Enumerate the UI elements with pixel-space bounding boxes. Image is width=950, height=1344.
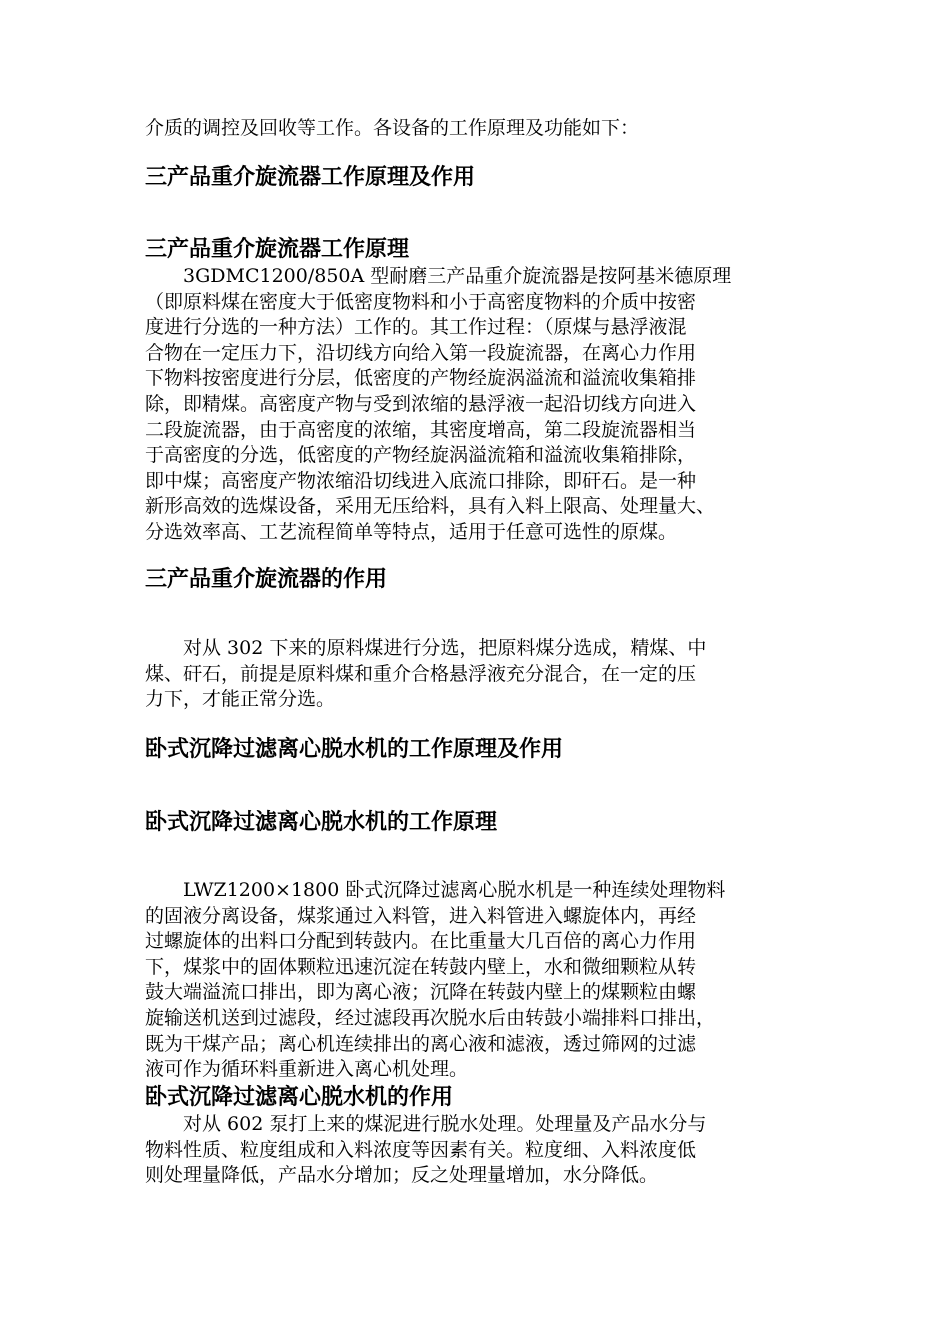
section1-principle-paragraph [145, 264, 825, 546]
paragraph-line: （即原料煤在密度大于低密度物料和小于高密度物料的介质中按密 [145, 290, 697, 313]
section2-heading: 卧式沉降过滤离心脱水机的工作原理及作用 [145, 737, 564, 762]
paragraph-line: LWZ1200×1800 卧式沉降过滤离心脱水机是一种连续处理物料 [145, 879, 726, 901]
paragraph-line: 度进行分选的一种方法）工作的。其工作过程：（原煤与悬浮液混 [145, 316, 687, 339]
paragraph-line: 于高密度的分选，低密度的产物经旋涡溢流箱和溢流收集箱排除， [145, 444, 697, 467]
paragraph-line: 煤、矸石，前提是原料煤和重介合格悬浮液充分混合，在一定的压 [145, 662, 697, 685]
paragraph-line: 新形高效的选煤设备，采用无压给料，具有入料上限高、处理量大、 [145, 495, 716, 518]
paragraph-line: 下，煤浆中的固体颗粒迅速沉淀在转鼓内壁上，水和微细颗粒从转 [145, 955, 697, 978]
section1-heading: 三产品重介旋流器工作原理及作用 [145, 165, 476, 190]
paragraph-line: 对从 602 泵打上来的煤泥进行脱水处理。处理量及产品水分与 [145, 1113, 707, 1135]
section2-function-heading: 卧式沉降过滤离心脱水机的作用 [145, 1085, 454, 1110]
section2-function-paragraph [145, 1112, 825, 1189]
section1-principle-heading: 三产品重介旋流器工作原理 [145, 237, 410, 262]
paragraph-line: 物料性质、粒度组成和入料浓度等因素有关。粒度细、入料浓度低 [145, 1138, 697, 1161]
paragraph-line: 合物在一定压力下，沿切线方向给入第一段旋流器，在离心力作用 [145, 341, 697, 364]
paragraph-line: 鼓大端溢流口排出，即为离心液；沉降在转鼓内壁上的煤颗粒由螺 [145, 981, 697, 1004]
paragraph-line: 的固液分离设备，煤浆通过入料管，进入料管进入螺旋体内，再经 [145, 904, 697, 927]
section1-function-paragraph [145, 636, 825, 713]
intro-paragraph [145, 116, 825, 142]
paragraph-line: 过螺旋体的出料口分配到转鼓内。在比重量大几百倍的离心力作用 [145, 930, 697, 953]
section1-function-heading: 三产品重介旋流器的作用 [145, 567, 388, 592]
paragraph-line: 旋输送机送到过滤段，经过滤段再次脱水后由转鼓小端排料口排出， [145, 1006, 716, 1029]
paragraph-line: 除，即精煤。高密度产物与受到浓缩的悬浮液一起沿切线方向进入 [145, 392, 697, 415]
section2-principle-heading: 卧式沉降过滤离心脱水机的工作原理 [145, 809, 498, 835]
paragraph-line: 二段旋流器，由于高密度的浓缩，其密度增高，第二段旋流器相当 [145, 418, 697, 441]
paragraph-line: 液可作为循环料重新进入离心机处理。 [145, 1058, 469, 1081]
paragraph-line: 下物料按密度进行分层，低密度的产物经旋涡溢流和溢流收集箱排 [145, 367, 697, 390]
paragraph-line: 分选效率高、工艺流程简单等特点，适用于任意可选性的原煤。 [145, 520, 678, 543]
intro-line: 介质的调控及回收等工作。各设备的工作原理及功能如下： [145, 117, 640, 139]
paragraph-line: 对从 302 下来的原料煤进行分选，把原料煤分选成，精煤、中 [145, 637, 707, 659]
paragraph-line: 力下，才能正常分选。 [145, 688, 336, 711]
paragraph-line: 即中煤；高密度产物浓缩沿切线进入底流口排除，即矸石。是一种 [145, 469, 697, 492]
paragraph-line: 则处理量降低，产品水分增加；反之处理量增加，水分降低。 [145, 1164, 659, 1187]
section2-principle-paragraph [145, 878, 825, 1083]
paragraph-line: 3GDMC1200/850A 型耐磨三产品重介旋流器是按阿基米德原理 [145, 265, 732, 287]
paragraph-line: 既为干煤产品；离心机连续排出的离心液和滤液，透过筛网的过滤 [145, 1032, 697, 1055]
